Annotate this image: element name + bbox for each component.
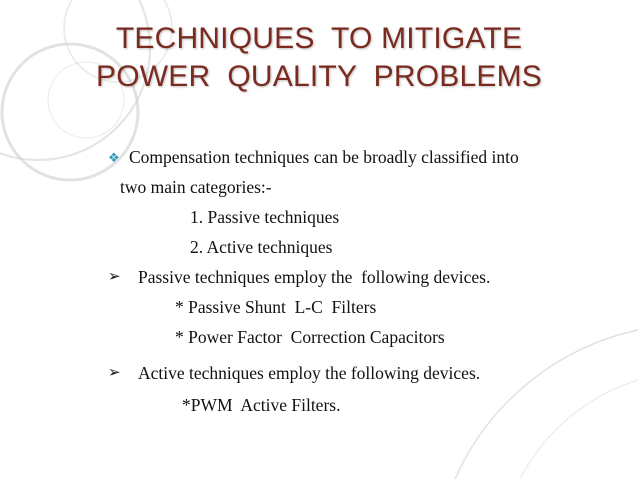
passive-heading: Passive techniques employ the following devices. bbox=[138, 267, 491, 287]
category-2: 2. Active techniques bbox=[190, 237, 333, 257]
active-heading: Active techniques employ the following devices. bbox=[138, 363, 481, 383]
active-item-1: *PWM Active Filters. bbox=[182, 395, 341, 415]
title-line-2: POWER QUALITY PROBLEMS bbox=[95, 60, 542, 93]
category-1: 1. Passive techniques bbox=[190, 207, 340, 227]
passive-item-1: * Passive Shunt L-C Filters bbox=[175, 297, 377, 317]
intro-line-1: Compensation techniques can be broadly classified into bbox=[129, 147, 519, 167]
diamond-bullet-icon: ❖ bbox=[108, 150, 120, 165]
passive-item-2: * Power Factor Correction Capacitors bbox=[175, 327, 445, 347]
arrow-bullet-icon: ➢ bbox=[108, 365, 121, 381]
arrow-bullet-icon: ➢ bbox=[108, 269, 121, 285]
intro-line-2: two main categories:- bbox=[120, 177, 272, 197]
title-line-1: TECHNIQUES TO MITIGATE bbox=[115, 22, 523, 55]
